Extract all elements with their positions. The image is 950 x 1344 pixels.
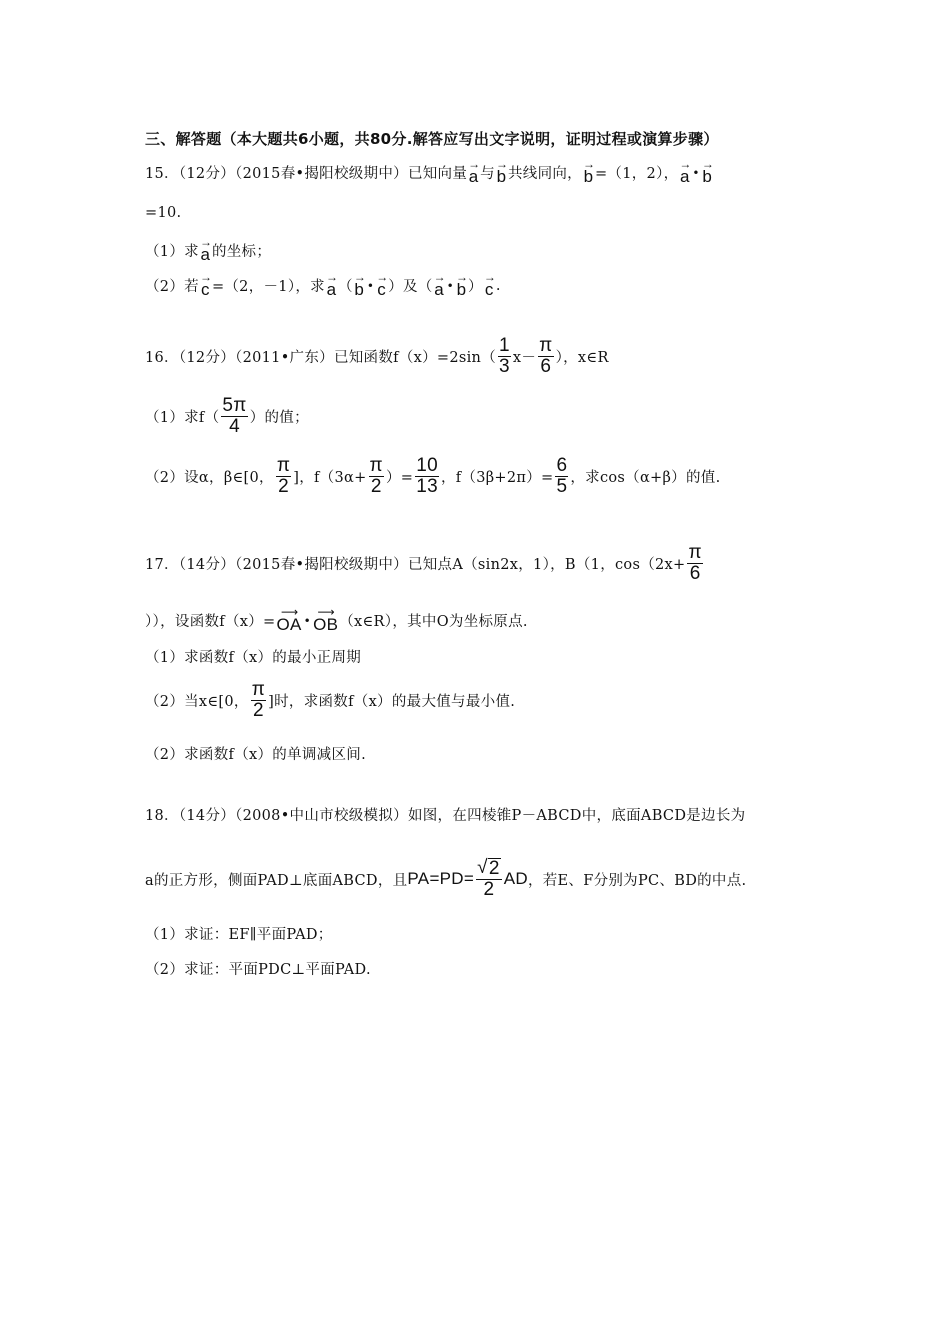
fraction-pi-over-2: $\frac{\pi}{2}$ <box>276 455 291 497</box>
fraction-6-over-5: $\frac{6}{5}$ <box>556 455 568 497</box>
q17-lead: 17．（14分）（2015春•揭阳校级期中）已知点A（sin2x，1），B（1，cos（2x+ <box>145 557 686 573</box>
vector-c: → c <box>483 270 495 299</box>
q16-p1-b: ）的值； <box>249 410 309 426</box>
q18-l2-a: a的正方形，侧面PAD⊥底面ABCD，且 <box>145 872 408 889</box>
q15-eq10: =10. <box>145 205 182 221</box>
dot-operator: • <box>366 278 375 293</box>
vector-ob: ⟶ OB <box>313 605 339 634</box>
section-heading: 三、解答题（本大题共6小题，共80分.解答应写出文字说明，证明过程或演算步骤） <box>145 130 719 148</box>
vector-a: → a <box>679 157 691 186</box>
q16-p2-a: （2）设α，β∈[0， <box>145 470 274 486</box>
q18-part2 <box>145 958 371 979</box>
q15-p1-a: （1）求 <box>145 244 199 260</box>
q16-p2-e: ，求cos（α+β）的值. <box>570 470 721 486</box>
fraction-10-over-13: $\frac{10}{13}$ <box>416 455 438 497</box>
q16-p2-b: ]，f（3α+ <box>293 470 367 486</box>
vector-c: → c <box>376 270 388 299</box>
vector-b: → b <box>456 270 467 299</box>
q17-line1 <box>145 543 705 584</box>
q16-p1-a: （1）求f（ <box>145 410 220 426</box>
q17-l2-b: （x∈R），其中O为坐标原点. <box>339 614 528 630</box>
q16-mid: x－ <box>512 350 537 366</box>
q18-line2 <box>145 858 746 900</box>
fraction-pi-over-6: $\frac{\pi}{6}$ <box>688 542 702 584</box>
dot-operator: • <box>446 278 454 293</box>
dot-operator: • <box>303 613 312 628</box>
vector-b: → b <box>582 157 594 186</box>
q15-p2-b: =（2，－1），求 <box>211 279 325 295</box>
q17-p3: （2）求函数f（x）的单调减区间. <box>145 747 366 763</box>
fraction-pi-over-6: $\frac{\pi}{6}$ <box>539 335 553 377</box>
q15-p2-a: （2）若 <box>145 279 199 295</box>
q17-part2 <box>145 680 515 721</box>
q18-line1 <box>145 804 745 825</box>
q18-part1 <box>145 923 333 944</box>
q16-part2 <box>145 456 720 497</box>
q17-part3 <box>145 743 366 764</box>
q17-p1: （1）求函数f（x）的最小正周期 <box>145 650 362 666</box>
q15-b-eq: =（1，2）， <box>594 166 679 182</box>
vector-a: → a <box>199 235 211 264</box>
q16-lead: 16．（12分）（2011•广东）已知函数f（x）=2sin（ <box>145 350 496 366</box>
q15-p2-e: ） <box>468 279 483 295</box>
q15-p2-f: . <box>495 277 501 294</box>
q15-line1 <box>145 157 714 186</box>
dot-operator: • <box>692 165 700 180</box>
vector-oa: ⟶ OA <box>276 605 302 634</box>
q17-p2-a: （2）当x∈[0， <box>145 694 249 710</box>
q15-p1-b: 的坐标； <box>211 244 272 260</box>
fraction-pi-over-2: $\frac{\pi}{2}$ <box>251 679 266 721</box>
vector-a: → a <box>326 270 337 299</box>
fraction-pi-over-2: $\frac{\pi}{2}$ <box>369 455 383 497</box>
q17-l2-a: ）），设函数f（x）= <box>145 614 276 630</box>
fraction-one-third: $\frac{1}{3}$ <box>499 335 510 377</box>
q15-with: 与 <box>480 166 495 182</box>
fraction-sqrt2-over-2: √ 2 2 <box>477 857 500 900</box>
q18-l1: 18．（14分）（2008•中山市校级模拟）如图，在四棱锥P－ABCD中，底面ABCD是边长为 <box>145 808 746 824</box>
q15-same-dir: 共线同向， <box>507 166 582 182</box>
q17-line2 <box>145 605 528 634</box>
vector-a: → a <box>468 157 480 186</box>
vector-b: → b <box>701 157 713 186</box>
q16-part1 <box>145 396 309 437</box>
vector-c: → c <box>199 270 211 299</box>
q15-p2-c: （ <box>338 279 353 295</box>
q15-lead: 15．（12分）（2015春•揭阳校级期中）已知向量 <box>145 166 468 182</box>
q17-part1 <box>145 646 361 667</box>
vector-a: → a <box>433 270 445 299</box>
q18-p1: （1）求证：EF∥平面PAD； <box>145 927 333 943</box>
q16-tail: ），x∈R <box>555 350 609 366</box>
q17-p2-b: ]时，求函数f（x）的最大值与最小值. <box>268 694 516 710</box>
vector-b: → b <box>353 270 365 299</box>
q18-pa-pd: PA=PD= <box>407 869 475 888</box>
q15-line2 <box>145 205 181 221</box>
vector-b: → b <box>495 157 507 186</box>
q16-line1 <box>145 336 609 377</box>
q16-p2-c: ）= <box>385 470 414 486</box>
q18-ad: AD <box>503 869 528 888</box>
q18-l2-b: ，若E、F分别为PC、BD的中点. <box>527 872 747 889</box>
q16-p2-d: ，f（3β+2π）= <box>440 470 554 486</box>
q15-part2 <box>145 270 501 299</box>
sqrt-symbol: √ 2 <box>477 857 500 879</box>
q15-part1 <box>145 235 272 264</box>
q15-p2-d: ）及（ <box>388 279 433 295</box>
q18-p2: （2）求证：平面PDC⊥平面PAD. <box>145 962 371 978</box>
fraction-5pi-over-4: $\frac{5\pi}{4}$ <box>222 395 247 437</box>
